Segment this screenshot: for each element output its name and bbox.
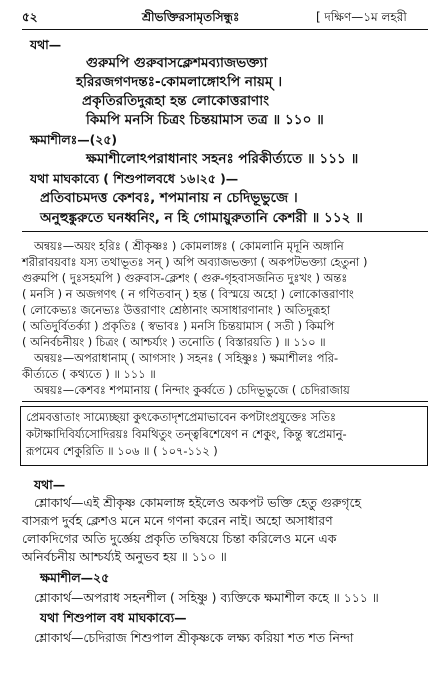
- verse-line: প্রকৃতিরতিদুরূহা হন্ত লোকোত্তরাণাং: [82, 93, 270, 109]
- running-title: শ্রীভক্তিরসামৃতসিন্ধুঃ: [142, 10, 240, 24]
- commentary-line: ( লোকেভ্যঃ জনেভ্যঃ উত্তরাণাং শ্রেষ্ঠানাং অসাধারণানাং ) অতিদুরূহা: [22, 303, 330, 317]
- example-source: যথা মাঘকাব্যে ( শিশুপালবধে ১৬।২৫ )—: [30, 171, 239, 186]
- example-source: যথা শিশুপাল বধ মাঘকাব্যে—: [40, 610, 187, 625]
- commentary-line: শরীরাবয়বাঃ যস্য তথাভূতঃ সন্‌ ) অপি অব্যাজভক্ত্যা ( অকপটভক্ত্যা হেতুনা ): [22, 255, 368, 269]
- verse-line: প্রতিবাচমদত্ত কেশবঃ, শপমানায় ন চেদিভূভুজে ।: [40, 190, 298, 206]
- example-heading: যথা—: [30, 37, 62, 52]
- verse-line: অনুহুঙ্কুরুতে ঘনধ্বনিং, ন হি গোমায়ুরুতানি কেশরী ॥ ১১২ ॥: [40, 210, 363, 226]
- section-label: [ দক্ষিণ—১ম লহরী: [316, 10, 407, 24]
- footnote-line: কটাক্ষাদিবির্য্যসোদিরয়ঃ বিমথিতুং তন্ত্বৰিশেষেণ ন শেকুং, কিন্তু স্বপ্রেমানু-: [26, 427, 347, 441]
- commentary-line: অন্বয়ঃ—কেশবঃ শপমানায় ( নিন্দাং কুর্ব্বতে ) চেদিভূভুজে ( চেদিরাজায়: [34, 383, 350, 397]
- translation-line: শ্লোকার্থ—অপরাধ সহনশীল ( সহিষ্ণু ) ব্যক্তিকে ক্ষমাশীল কহে ॥ ১১১ ॥: [34, 590, 379, 605]
- translation-line: বাসরূপ দুর্বহ ক্লেশও মনে মনে গণনা করেন নাই। অহো অসাধারণ: [22, 513, 333, 528]
- commentary-line: ( অনির্বচনীয়ং ) চিত্রং ( আশ্চর্য্যং ) তনোতি ( বিস্তারয়তি ) ॥ ১১০ ॥: [22, 335, 326, 349]
- translation-line: শ্লোকার্থ—চেদিরাজ শিশুপাল শ্রীকৃষ্ণকে লক্ষ্য করিয়া শত শত নিন্দা: [34, 630, 354, 645]
- verse-line: হরিরজগণদন্তঃ-কোমলাঙ্গোঽপি নায়ম্‌ ।: [76, 74, 283, 90]
- commentary-line: অন্বয়ঃ—অপরাধানাম্‌ ( আগসাং ) সহনঃ ( সহিষ্ণুঃ ) ক্ষমাশীলঃ পরি-: [34, 351, 339, 365]
- commentary-line: অন্বয়ঃ—অয়ং হরিঃ ( শ্রীকৃষ্ণঃ ) কোমলাঙ্গঃ ( কোমলানি মৃদূনি অঙ্গানি: [34, 239, 344, 253]
- footnote-line: প্রেমবত্তাতাং সাম্যেচ্ছয়া কুৎকেতাদৃশপ্রেমাভাবেন কপটাংপ্রযুক্তেঃ সতিঃ: [26, 410, 336, 424]
- verse-line: ক্ষমাশীলোঽপরাধানাং সহনঃ পরিকীর্ত্যতে ॥ ১১১ ॥: [86, 151, 359, 167]
- verse-line: কিমপি মনসি চিত্রং চিন্তয়ামাস তত্র ॥ ১১০ ॥: [86, 112, 324, 128]
- page-number: ৫২: [22, 10, 38, 24]
- section-rule: [22, 231, 428, 232]
- commentary-line: ( অতিদুর্বিতর্ক্যা ) প্রকৃতিঃ ( স্বভাবঃ ) মনসি চিন্তয়ামাস ( সতী ) কিমপি: [22, 319, 335, 333]
- commentary-line: ( মনসি ) ন অজগণৎ ( ন গণিতবান্‌ ) হন্ত ( বিস্ময়ে অহো ) লোকোত্তরাণাং: [22, 287, 354, 301]
- commentary-line: কীর্ত্যতে ( কথ্যতে ) ॥ ১১১ ॥: [22, 367, 156, 381]
- verse-line: গুরুমপি গুরুবাসক্লেশমব্যাজভক্ত্যা: [86, 55, 268, 71]
- commentary-line: গুরুমপি ( দুঃসহমপি ) গুরুবাস-ক্লেশং ( গুরু-গৃহবাসজনিত দুঃখং ) অন্তঃ: [22, 271, 348, 285]
- footnote-line: রূপমেব শেকুরিতি ॥ ১০৬ ॥ ( ১০৭-১১২ ): [26, 444, 218, 458]
- header-rule: [22, 29, 428, 30]
- section-rule: [22, 401, 428, 402]
- example-heading: যথা—: [34, 477, 66, 492]
- translation-line: শ্লোকার্থ—এই শ্রীকৃষ্ণ কোমলাঙ্গ হইলেও অকপট ভক্তি হেতু গুরুগৃহে: [34, 495, 361, 510]
- translation-line: অনির্বচনীয় আশ্চর্য্যই অনুভব হয় ॥ ১১০ ॥: [22, 549, 227, 564]
- quality-heading: ক্ষমাশীল—২৫: [40, 570, 110, 585]
- quality-heading: ক্ষমাশীলঃ—(২৫): [30, 132, 118, 147]
- translation-line: লোকদিগের অতি দুর্জ্ঞেয় প্রকৃতি তদ্বিষয়ে চিন্তা করিলেও মনে এক: [22, 531, 337, 546]
